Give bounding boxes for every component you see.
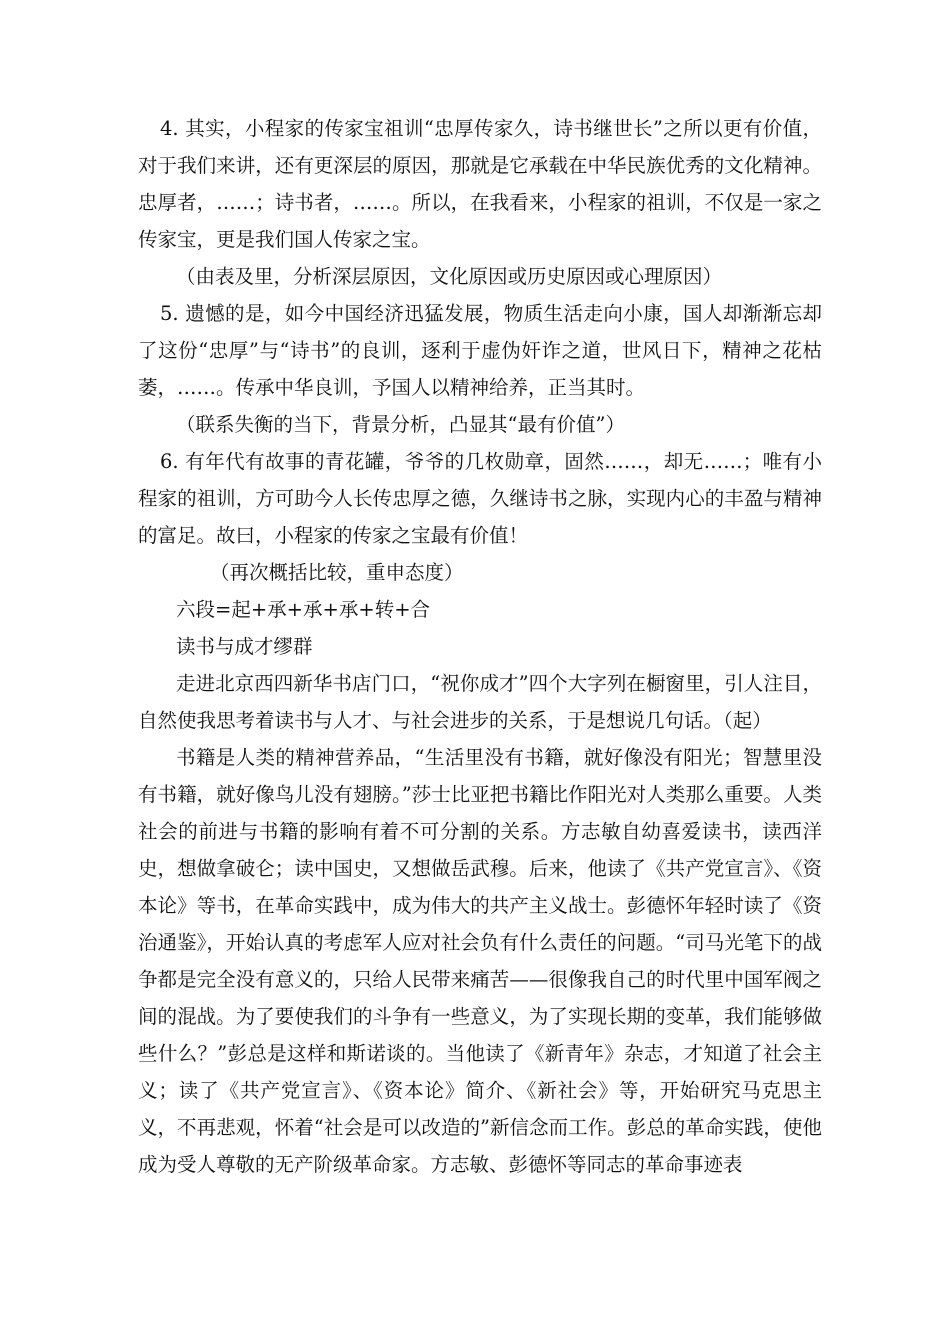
annotation-6: （再次概括比较，重申态度） xyxy=(210,561,464,584)
essay-paragraph-2: 书籍是人类的精神营养品，“生活里没有书籍，就好像没有阳光；智慧里没有书籍，就好像鸟儿没有翅膀。”莎士比亚把书籍比作阳光对人类那么重要。人类社会的前进与书籍的影响有着不可分割的关系。方志敏自幼喜爱读书，读西洋史，想做拿破仑；读中国史，又想做岳武穆。后来，他读了《共产党宣言》、《资本论》等书，在革命实践中，成为伟大的共产主义战士。彭德怀年轻时读了《资治通鉴》，开始认真的考虑军人应对社会负有什么责任的问题。“司马光笔下的战争都是完全没有意义的，只给人民带来痛苦——很像我自己的时代里中国军阀之间的混战。为了要使我们的斗争有一些意义，为了实现长期的变革，我们能够做些什么？”彭总是这样和斯诺谈的。当他读了《新青年》杂志，才知道了社会主义；读了《共产党宣言》、《资本论》简介、《新社会》等，开始研究马克思主义，不再悲观，怀着“社会是可以改造的”新信念而工作。彭总的革命实践，使他成为受人尊敬的无产阶级革命家。方志敏、彭德怀等同志的革命事迹表 xyxy=(138,746,822,1176)
paragraph-5: 5. 遗憾的是，如今中国经济迅猛发展，物质生活走向小康，国人却渐渐忘却了这份“忠厚”与“诗书”的良训，逐利于虚伪奸诈之道，世风日下，精神之花枯萎，……。传承中华良训，予国人以精神给养，正当其时。 xyxy=(138,302,822,399)
paragraph-6: 6. 有年代有故事的青花罐，爷爷的几枚勋章，固然……，却无……；唯有小程家的祖训，方可助今人长传忠厚之德，久继诗书之脉，实现内心的丰盈与精神的富足。故曰，小程家的传家之宝最有价值！ xyxy=(138,450,822,547)
structure-formula: 六段=起+承+承+承+转+合 xyxy=(176,598,431,621)
annotation-4: （由表及里，分析深层原因，文化原因或历史原因或心理原因） xyxy=(176,265,723,288)
essay-title: 读书与成才缪群 xyxy=(176,635,313,658)
document-body xyxy=(138,110,822,1183)
paragraph-4: 4. 其实，小程家的传家宝祖训“忠厚传家久，诗书继世长”之所以更有价值，对于我们来讲，还有更深层的原因，那就是它承载在中华民族优秀的文化精神。忠厚者，……；诗书者，……。所以，在我看来，小程家的祖训，不仅是一家之传家宝，更是我们国人传家之宝。 xyxy=(138,117,822,251)
essay-paragraph-1: 走进北京西四新华书店门口，“祝你成才”四个大字列在橱窗里，引人注目，自然使我思考着读书与人才、与社会进步的关系，于是想说几句话。（起） xyxy=(138,672,822,732)
annotation-5: （联系失衡的当下，背景分析，凸显其“最有价值”） xyxy=(176,413,625,436)
